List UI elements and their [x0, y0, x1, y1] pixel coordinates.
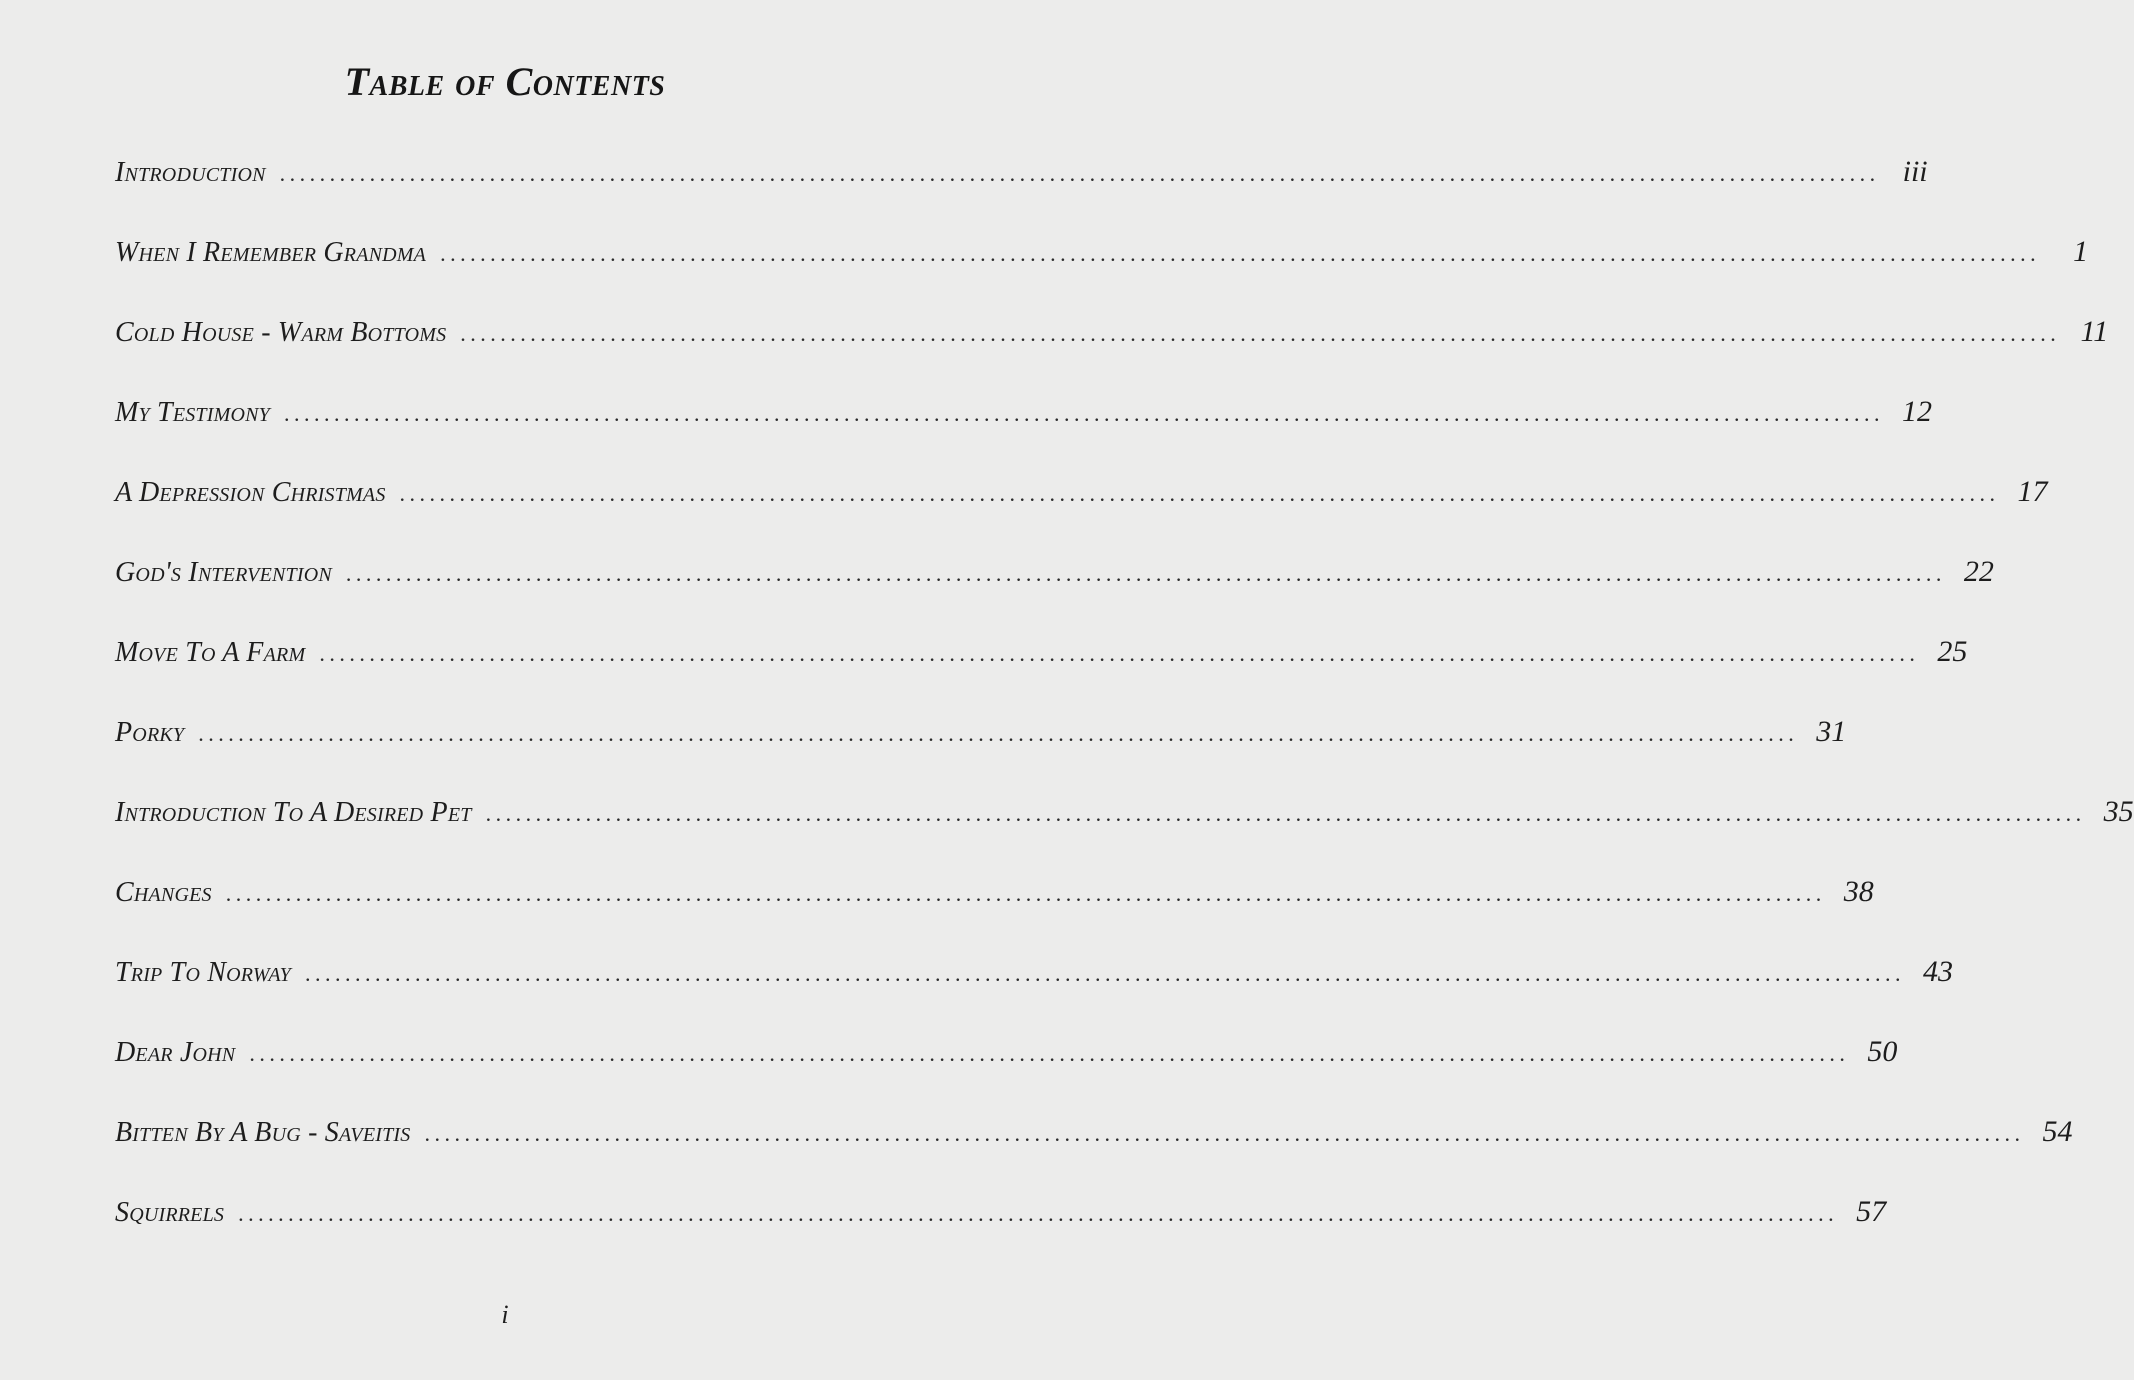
toc-entry	[115, 1028, 1898, 1108]
toc-entry-page: 22	[1963, 555, 1994, 588]
toc-entry-title: Bitten By A Bug - Saveitis	[115, 1117, 411, 1148]
dot-leader: ................................................................................................................................................................	[225, 881, 1826, 906]
toc-entry-title: Squirrels	[115, 1197, 225, 1228]
toc-entry-page: 1	[2073, 235, 2089, 268]
dot-leader: ................................................................................................................................................................	[399, 481, 2000, 506]
toc-entry-page: 31	[1816, 715, 1847, 748]
toc-entry	[115, 868, 1874, 948]
toc-entry-page: 57	[1856, 1195, 1887, 1228]
dot-leader: ................................................................................................................................................................	[304, 961, 1905, 986]
toc-entry-title: Dear John	[115, 1037, 236, 1068]
toc-entry-page: 50	[1867, 1035, 1898, 1068]
toc-entry-title: A Depression Christmas	[115, 477, 386, 508]
toc-entry-title: Move To A Farm	[115, 637, 306, 668]
toc-entry	[115, 228, 2089, 308]
toc-entry	[115, 788, 2134, 868]
dot-leader: ................................................................................................................................................................	[345, 561, 1946, 586]
dot-leader: ................................................................................................................................................................	[279, 161, 1880, 186]
page-title: Table of Contents	[344, 59, 666, 104]
dot-leader: ................................................................................................................................................................	[284, 401, 1884, 426]
toc-entry-page: 54	[2042, 1115, 2073, 1148]
dot-leader: ................................................................................................................................................................	[238, 1201, 1839, 1226]
toc-entry	[115, 388, 1932, 468]
toc-entry-page: 35	[2103, 795, 2134, 828]
dot-leader: ................................................................................................................................................................	[249, 1041, 1850, 1066]
toc-entry-title: God's Intervention	[115, 557, 332, 588]
table-of-contents	[115, 148, 2134, 1268]
toc-entry-title: Cold House - Warm Bottoms	[115, 317, 447, 348]
toc-entry-title: Trip To Norway	[115, 957, 291, 988]
toc-entry-page: 17	[2017, 475, 2048, 508]
toc-entry	[115, 628, 1968, 708]
toc-entry	[115, 148, 1928, 228]
page-number: i	[501, 1300, 509, 1329]
toc-entry-title: Porky	[115, 717, 185, 748]
toc-entry-page: 43	[1922, 955, 1953, 988]
dot-leader: ................................................................................................................................................................	[424, 1121, 2025, 1146]
toc-entry	[115, 548, 1994, 628]
toc-entry-page: 25	[1937, 635, 1968, 668]
toc-entry-title: Introduction To A Desired Pet	[115, 797, 472, 828]
toc-entry	[115, 308, 2109, 388]
dot-leader: ................................................................................................................................................................	[485, 801, 2086, 826]
dot-leader: ................................................................................................................................................................	[319, 641, 1920, 666]
dot-leader: ................................................................................................................................................................	[198, 721, 1799, 746]
toc-entry	[115, 948, 1953, 1028]
toc-entry-title: When I Remember Grandma	[115, 237, 427, 268]
toc-entry-page: 38	[1843, 875, 1874, 908]
dot-leader: ................................................................................................................................................................	[440, 241, 2041, 266]
toc-entry	[115, 468, 2048, 548]
toc-entry-title: My Testimony	[115, 397, 270, 428]
toc-entry-page: 12	[1902, 395, 1932, 428]
toc-entry-title: Introduction	[115, 157, 266, 188]
toc-entry-page: 11	[2080, 315, 2109, 348]
toc-entry-title: Changes	[115, 877, 212, 908]
toc-entry-page: iii	[1902, 155, 1928, 188]
dot-leader: ................................................................................................................................................................	[460, 321, 2061, 346]
toc-entry	[115, 708, 1847, 788]
toc-entry	[115, 1108, 2073, 1188]
toc-entry	[115, 1188, 1887, 1268]
